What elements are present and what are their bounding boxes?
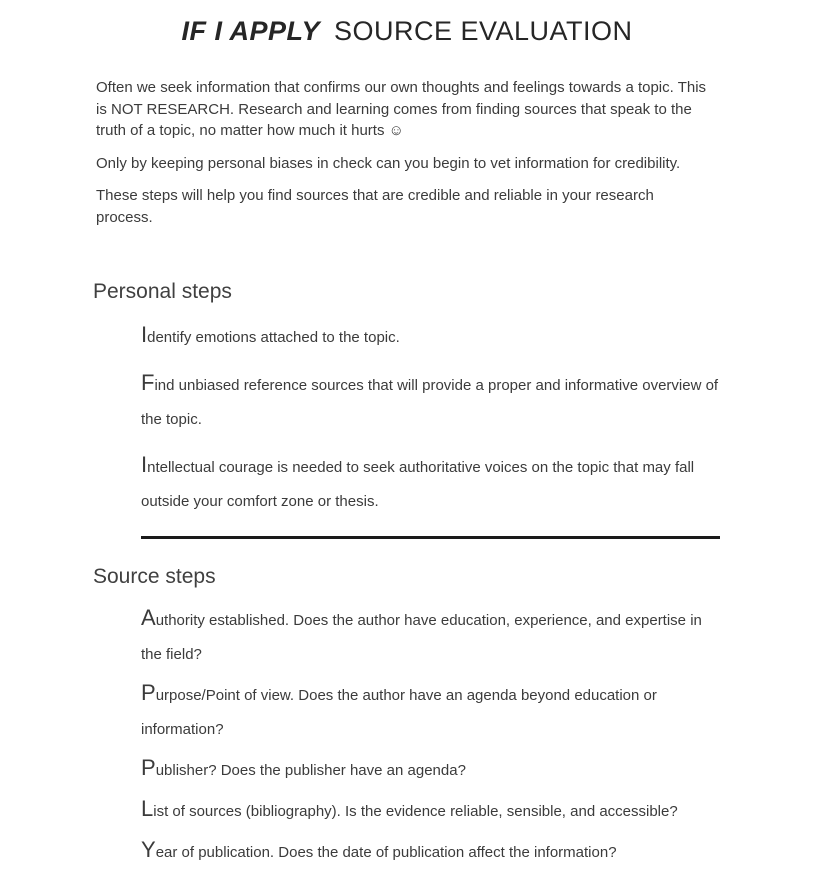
step-item <box>141 448 720 519</box>
personal-steps-list <box>141 318 720 539</box>
section-heading-source-steps: Source steps <box>93 565 216 588</box>
step-item <box>141 833 720 870</box>
step-text: ind unbiased reference sources that will provide a proper and informative overview of the topic. <box>141 377 719 428</box>
section-heading-personal-steps: Personal steps <box>93 280 232 303</box>
step-initial: I <box>141 322 148 347</box>
title-subtitle: SOURCE EVALUATION <box>333 16 633 46</box>
step-initial: A <box>141 605 156 630</box>
step-item <box>141 792 720 829</box>
step-item <box>141 366 720 437</box>
step-text: ublisher? Does the publisher have an agenda? <box>155 762 466 779</box>
intro-paragraph: These steps will help you find sources that are credible and reliable in your research process. <box>96 187 654 226</box>
source-steps-list <box>141 601 720 870</box>
step-text: dentify emotions attached to the topic. <box>147 329 400 346</box>
step-text: uthority established. Does the author have education, experience, and expertise in the field? <box>141 612 702 663</box>
step-initial: Y <box>141 837 156 862</box>
step-item <box>141 676 720 747</box>
step-text: ist of sources (bibliography). Is the evidence reliable, sensible, and accessible? <box>153 803 678 820</box>
title-acronym: IF I APPLY <box>181 16 320 46</box>
step-text: ntellectual courage is needed to seek authoritative voices on the topic that may fall outside your comfort zone or thesis. <box>141 459 695 510</box>
step-initial: P <box>141 755 156 780</box>
step-initial: L <box>141 796 154 821</box>
step-initial: I <box>141 452 148 477</box>
step-item <box>141 318 720 355</box>
step-item <box>141 601 720 672</box>
step-item <box>141 751 720 788</box>
intro-paragraph: Only by keeping personal biases in check can you begin to vet information for credibility. <box>96 154 681 172</box>
step-initial: F <box>141 370 155 395</box>
step-text: urpose/Point of view. Does the author have an agenda beyond education or information? <box>141 687 657 738</box>
intro-block <box>96 77 714 228</box>
step-initial: P <box>141 680 156 705</box>
intro-paragraph: Often we seek information that confirms our own thoughts and feelings towards a topic. This is NOT RESEARCH. Research and learning comes from finding sources that speak to the truth of a topic, no matter how much it hurts ☺ <box>96 79 707 139</box>
step-text: ear of publication. Does the date of publication affect the information? <box>155 844 617 861</box>
page-title <box>0 16 814 47</box>
